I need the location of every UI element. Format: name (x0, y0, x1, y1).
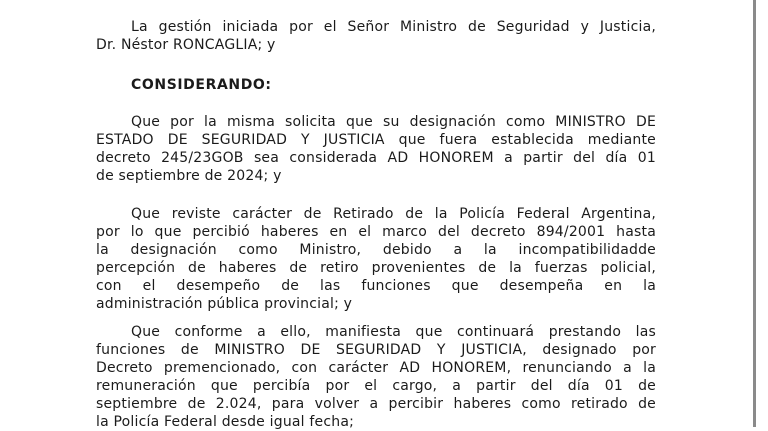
paragraph-3-line: Decreto premencionado, con carácter AD HONOREM, renunciando a la (96, 360, 656, 376)
paragraph-2-line: la designación como Ministro, debido a la incompatibilidadde (96, 242, 656, 258)
paragraph-3-line: septiembre de 2.024, para volver a percibir haberes como retirado de (96, 396, 656, 412)
paragraph-1-line: ESTADO DE SEGURIDAD Y JUSTICIA que fuera establecida mediante (96, 132, 656, 148)
paragraph-2-line: por lo que percibió haberes en el marco del decreto 894/2001 hasta (96, 224, 656, 240)
considerando-heading: CONSIDERANDO: (131, 77, 272, 93)
paragraph-1-line: Que por la misma solicita que su designación como MINISTRO DE (131, 114, 656, 130)
paragraph-2-line: administración pública provincial; y (96, 296, 353, 312)
intro-line-1: La gestión iniciada por el Señor Ministro de Seguridad y Justicia, (131, 19, 656, 35)
paragraph-2-line: percepción de haberes de retiro provenientes de la fuerzas policial, (96, 260, 656, 276)
intro-line-2: Dr. Néstor RONCAGLIA; y (96, 37, 276, 53)
paragraph-2-line: con el desempeño de las funciones que desempeña en la (96, 278, 656, 294)
paragraph-3-line: remuneración que percibía por el cargo, a partir del día 01 de (96, 378, 656, 394)
page-edge (753, 0, 756, 427)
paragraph-1-line: de septiembre de 2024; y (96, 168, 282, 184)
paragraph-1-line: decreto 245/23GOB sea considerada AD HONOREM a partir del día 01 (96, 150, 656, 166)
paragraph-3-line: Que conforme a ello, manifiesta que continuará prestando las (131, 324, 656, 340)
paragraph-2-line: Que reviste carácter de Retirado de la Policía Federal Argentina, (131, 206, 656, 222)
paragraph-3-line: la Policía Federal desde igual fecha; (96, 414, 355, 430)
paragraph-3-line: funciones de MINISTRO DE SEGURIDAD Y JUSTICIA, designado por (96, 342, 656, 358)
